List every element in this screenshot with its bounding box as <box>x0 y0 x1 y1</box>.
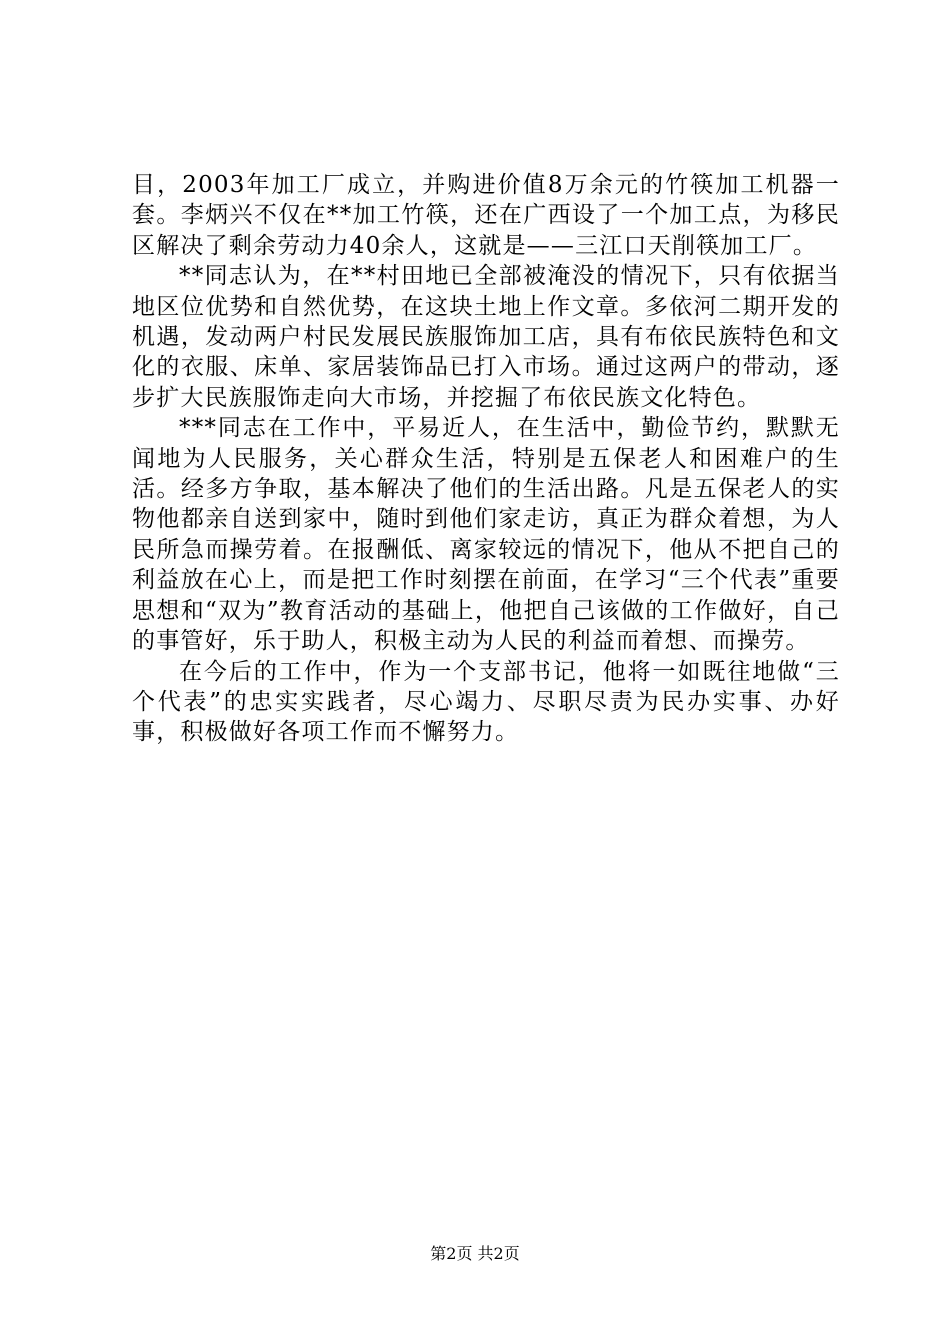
paragraph-3: ***同志在工作中，平易近人，在生活中，勤俭节约，默默无闻地为人民服务，关心群众生活，特别是五保老人和困难户的生活。经多方争取，基本解决了他们的生活出路。凡是五保老人的实物他都亲自送到家中，随时到他们家走访，真正为群众着想，为人民所急而操劳着。在报酬低、离家较远的情况下，他从不把自己的利益放在心上，而是把工作时刻摆在前面，在学习“三个代表”重要思想和“双为”教育活动的基础上，他把自己该做的工作做好，自己的事管好，乐于助人，积极主动为人民的利益而着想、而操劳。 <box>132 415 840 655</box>
paragraph-1: 目，2003年加工厂成立，并购进价值8万余元的竹筷加工机器一套。李炳兴不仅在**加工竹筷，还在广西设了一个加工点，为移民区解决了剩余劳动力40余人，这就是——三江口天削筷加工厂。 <box>132 172 840 259</box>
paragraph-2: **同志认为，在**村田地已全部被淹没的情况下，只有依据当地区位优势和自然优势，在这块土地上作文章。多依河二期开发的机遇，发动两户村民发展民族服饰加工店，具有布依民族特色和文化的衣服、床单、家居装饰品已打入市场。通过这两户的带动，逐步扩大民族服饰走向大市场，并挖掘了布依民族文化特色。 <box>132 263 840 411</box>
page-number-footer: 第2页 共2页 <box>430 1244 520 1263</box>
document-body <box>132 170 840 748</box>
paragraph-4: 在今后的工作中，作为一个支部书记，他将一如既往地做“三个代表”的忠实实践者，尽心竭力、尽职尽责为民办实事、办好事，积极做好各项工作而不懈努力。 <box>132 658 840 746</box>
